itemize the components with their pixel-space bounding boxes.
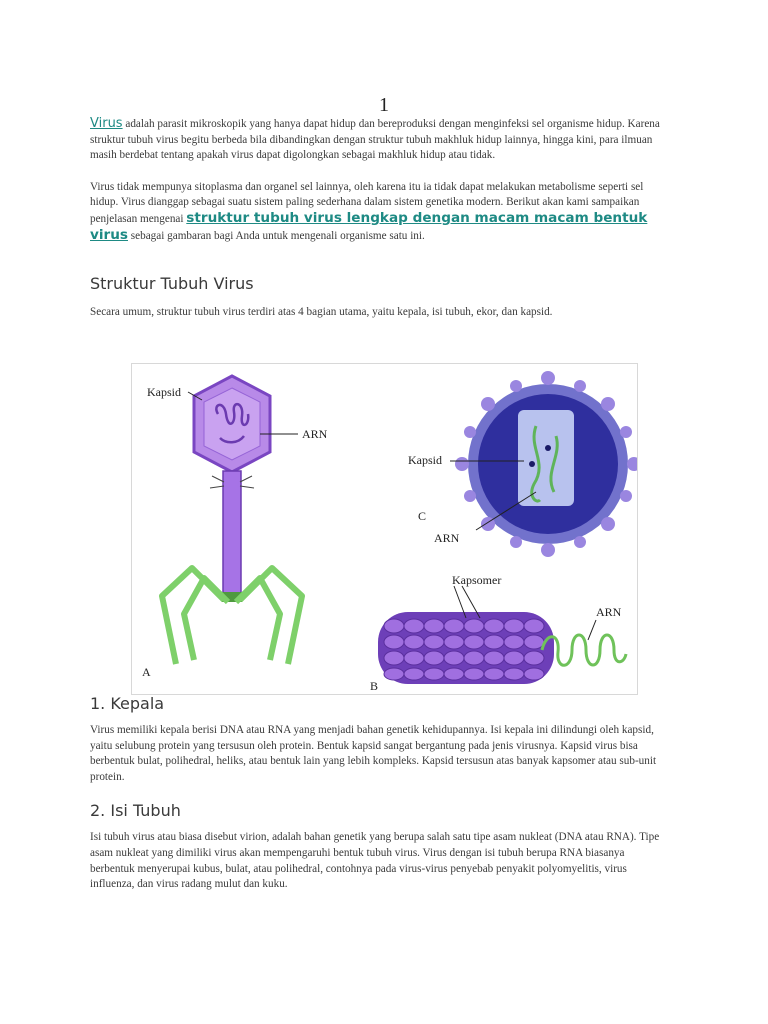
bacteriophage-a <box>142 376 328 679</box>
label-b: B <box>370 679 379 693</box>
label-arn-a: ARN <box>302 427 328 441</box>
second-paragraph <box>90 180 670 244</box>
article-content <box>90 116 670 321</box>
virus-structure-figure <box>131 363 638 695</box>
struktur-paragraph: Secara umum, struktur tubuh virus terdiri atas 4 bagian utama, yaitu kepala, isi tubuh, ekor, dan kapsid. <box>90 306 553 319</box>
label-a: A <box>142 665 151 679</box>
label-kapsid-a: Kapsid <box>147 385 181 399</box>
heading-kepala: 1. Kepala <box>90 694 165 713</box>
intro-text: adalah parasit mikroskopik yang hanya dapat hidup dan bereproduksi dengan menginfeksi sel organisme hidup. Karena struktur tubuh virus begitu berbeda bila dibandingkan dengan struktur tubuh makhluk hidup lainnya, hingga kini, para ilmuan masih berdebat tentang apakah virus dapat digolongkan sebagai makhluk hidup atau tidak. <box>90 118 660 162</box>
label-c: C <box>418 509 427 523</box>
struktur-tubuh-link[interactable]: struktur tubuh virus lengkap dengan macam macam bentuk virus <box>90 209 648 243</box>
page-number: 1 <box>379 94 389 116</box>
virus-diagram <box>132 364 637 694</box>
label-kapsomer: Kapsomer <box>452 573 502 587</box>
heading-isi-tubuh: 2. Isi Tubuh <box>90 801 181 821</box>
label-arn-b: ARN <box>596 605 622 619</box>
label-kapsid-c: Kapsid <box>408 453 442 467</box>
second-text-1: Virus tidak mempunya sitoplasma dan organel sel lainnya, oleh karena itu ia tidak dapat melakukan metabolisme seperti sel hidup. Virus dianggap sebagai suatu sistem paling sederhana dalam sistem genetika modern. Berikut akan kami sampaikan penjelasan mengenai <box>90 180 644 225</box>
kepala-paragraph: Virus memiliki kepala berisi DNA atau RNA yang menjadi bahan genetik kehidupannya. Isi kepala ini dilindungi oleh kapsid, yaitu selubung protein yang tersusun oleh protein. Bentuk kapsid sangat bergantung pada jenis virusnya. Kapsid virus bisa berbentuk bulat, polihedral, heliks, atau bentuk lain yang lebih kompleks. Kapsid tersusun atas banyak kapsomer atau sub-unit protein. <box>90 724 657 783</box>
heading-struktur-tubuh-virus: Struktur Tubuh Virus <box>90 274 254 294</box>
helical-virus-b <box>370 573 626 693</box>
spherical-virus-c <box>408 371 637 557</box>
virus-link[interactable]: Virus <box>90 116 123 131</box>
second-text-2: sebagai gambaran bagi Anda untuk mengenali organisme satu ini. <box>128 229 425 242</box>
isi-tubuh-paragraph: Isi tubuh virus atau biasa disebut virion, adalah bahan genetik yang berupa salah satu tipe asam nukleat (DNA atau RNA). Tipe asam nukleat yang dimiliki virus akan mempengaruhi bentuk tubuh virus. Virus dengan isi tubuh berupa RNA biasanya berbentuk menyerupai kubus, bulat, atau polihedral, contohnya pada virus-virus penyebab penyakit polyomyelitis, virus influenza, dan virus radang mulut dan kuku. <box>90 831 660 891</box>
label-arn-c: ARN <box>434 531 460 545</box>
article-content-lower <box>90 694 670 893</box>
intro-paragraph <box>90 116 670 164</box>
